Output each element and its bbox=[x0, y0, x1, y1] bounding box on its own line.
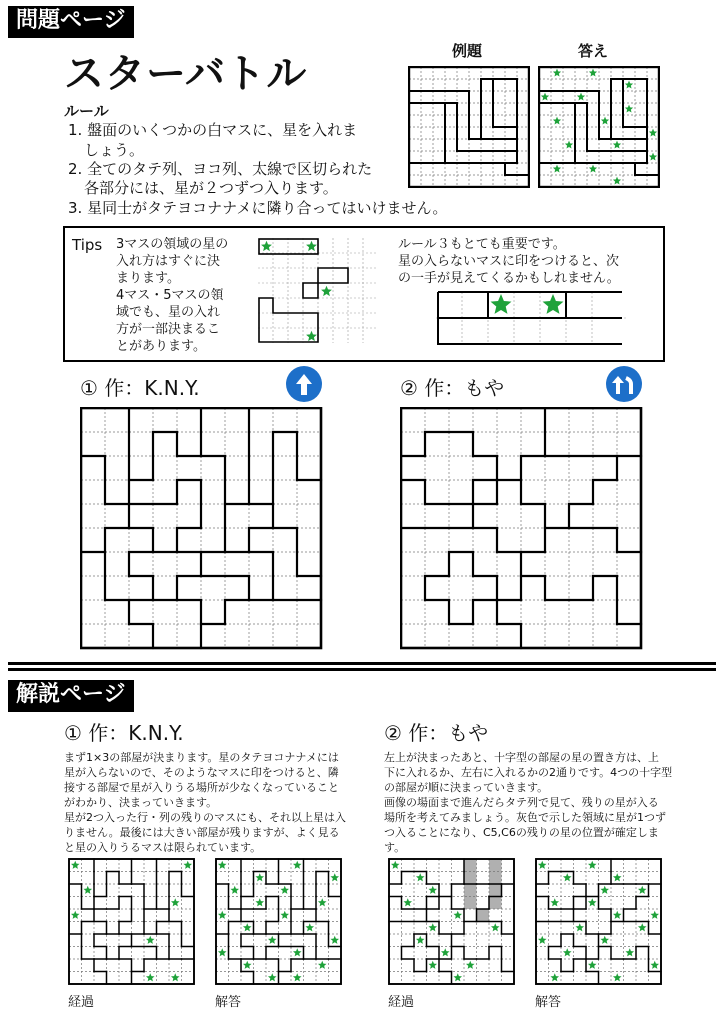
star bbox=[453, 973, 462, 981]
gray-cell bbox=[489, 859, 502, 872]
puzzle-2-grid[interactable] bbox=[400, 407, 644, 651]
star bbox=[613, 177, 621, 185]
star bbox=[243, 923, 252, 931]
star bbox=[649, 129, 657, 137]
star bbox=[650, 911, 659, 919]
star bbox=[563, 948, 572, 956]
example-puzzle bbox=[408, 66, 530, 188]
star bbox=[428, 923, 437, 931]
gray-cell bbox=[464, 884, 477, 897]
solution-tag: 解説ページ bbox=[8, 680, 134, 712]
star bbox=[261, 241, 272, 251]
star bbox=[613, 973, 622, 981]
star bbox=[466, 961, 475, 969]
star bbox=[453, 911, 462, 919]
gray-cell bbox=[464, 859, 477, 872]
star bbox=[171, 898, 180, 906]
divider-bottom bbox=[8, 668, 716, 671]
gray-cell bbox=[489, 872, 502, 885]
region-border bbox=[438, 292, 622, 318]
star bbox=[565, 141, 573, 149]
star bbox=[330, 936, 339, 944]
star bbox=[293, 973, 302, 981]
star bbox=[600, 936, 609, 944]
rule-1b: しょう。 bbox=[84, 141, 145, 159]
star bbox=[589, 69, 597, 77]
star bbox=[330, 873, 339, 881]
puzzle-1-label: ① 作：K.N.Y. bbox=[80, 376, 200, 400]
star bbox=[625, 105, 633, 113]
star bbox=[293, 948, 302, 956]
solution-2-label: ② 作：もや bbox=[384, 721, 489, 745]
star bbox=[649, 153, 657, 161]
gray-cell bbox=[464, 897, 477, 910]
answer-label: 答え bbox=[578, 42, 609, 60]
star bbox=[491, 923, 500, 931]
star bbox=[543, 294, 564, 314]
star bbox=[553, 69, 561, 77]
star bbox=[441, 948, 450, 956]
rule-3: 3. 星同士がタテヨコナナメに隣り合ってはいけません。 bbox=[68, 199, 448, 217]
star bbox=[268, 936, 277, 944]
star bbox=[391, 861, 400, 869]
star bbox=[588, 898, 597, 906]
straight-arrow-icon bbox=[286, 366, 322, 402]
tips-right-text: ルール３もとても重要です。 星の入らないマスに印をつけると、次 の一手が見えてくるかもしれません。 bbox=[398, 237, 620, 286]
star bbox=[550, 898, 559, 906]
star bbox=[218, 948, 227, 956]
star bbox=[403, 898, 412, 906]
star bbox=[613, 873, 622, 881]
star bbox=[305, 923, 314, 931]
gray-cell bbox=[489, 897, 502, 910]
star bbox=[255, 873, 264, 881]
star bbox=[541, 93, 549, 101]
star bbox=[171, 973, 180, 981]
rule-1a: 1. 盤面のいくつかの白マスに、星を入れま bbox=[68, 121, 358, 139]
star bbox=[318, 961, 327, 969]
star bbox=[428, 886, 437, 894]
star bbox=[650, 961, 659, 969]
star bbox=[321, 286, 332, 296]
tips-left-text: 3マスの領域の星の 入れ方はすぐに決 まります。 4マス・5マスの領 域でも、星の入れ 方が一部決まるこ とがあります。 bbox=[116, 237, 229, 354]
star bbox=[280, 886, 289, 894]
rule-2a: 2. 全てのタテ列、ヨコ列、太線で区切られた bbox=[68, 160, 373, 178]
rule-2b: 各部分には、星が２つずつ入ります。 bbox=[84, 179, 338, 197]
star bbox=[553, 117, 561, 125]
star bbox=[625, 81, 633, 89]
star bbox=[146, 973, 155, 981]
star bbox=[71, 911, 80, 919]
solution-1-text: まず1×3の部屋が決まります。星のタテヨコナナメには 星が入らないので、そのようなマスに印をつけると、隣 接する部屋で星が入りうる場所が少なくなっていること がわかり、決まっていきます。 星が2つ入った行・列の残りのマスにも、それ以上星は入 りません。最後には大きい部屋が残りますが、よく見る と星の入りうるマスは限られています。 bbox=[64, 751, 346, 854]
star bbox=[638, 923, 647, 931]
star bbox=[491, 294, 512, 314]
star bbox=[601, 117, 609, 125]
star bbox=[538, 936, 547, 944]
example-label: 例題 bbox=[452, 42, 483, 60]
star bbox=[600, 886, 609, 894]
solution-2-progress bbox=[388, 858, 516, 986]
solution-2-answer-caption: 解答 bbox=[535, 995, 562, 1010]
page-tag: 問題ページ bbox=[8, 6, 134, 38]
solution-1-progress bbox=[68, 858, 196, 986]
star bbox=[83, 886, 92, 894]
star bbox=[318, 898, 327, 906]
rules-heading: ルール bbox=[64, 102, 109, 120]
gray-cell bbox=[464, 872, 477, 885]
star bbox=[575, 923, 584, 931]
star bbox=[293, 861, 302, 869]
star bbox=[588, 961, 597, 969]
star bbox=[428, 961, 437, 969]
star bbox=[230, 886, 239, 894]
solution-1-label: ① 作：K.N.Y. bbox=[64, 721, 184, 745]
star bbox=[146, 936, 155, 944]
solution-1-answer-caption: 解答 bbox=[215, 995, 242, 1010]
example-answer bbox=[538, 66, 660, 188]
star bbox=[255, 898, 264, 906]
page-title: スターバトル bbox=[64, 51, 308, 97]
branch-arrow-icon bbox=[606, 366, 642, 402]
star bbox=[218, 861, 227, 869]
star bbox=[625, 948, 634, 956]
star bbox=[218, 911, 227, 919]
gray-cell bbox=[489, 884, 502, 897]
star bbox=[589, 165, 597, 173]
solution-2-text: 左上が決まったあと、十字型の部屋の星の置き方は、上 下に入れるか、左右に入れるかの2通りです。4つの十字型 の部屋が順に決まっていきます。 画像の場面まで進んだらタテ列で見て、残りの星が入る 場所を考えてみましょう。灰色で示した領域に星が1つず つ入ることになり、C5,C6の残りの星の位置が確定しま す。 bbox=[384, 751, 673, 854]
star bbox=[243, 961, 252, 969]
puzzle-1-grid[interactable] bbox=[80, 407, 324, 651]
star bbox=[268, 973, 277, 981]
star bbox=[613, 911, 622, 919]
star bbox=[563, 873, 572, 881]
solution-2-answer bbox=[535, 858, 663, 986]
tips-left-diagram bbox=[258, 238, 382, 348]
solution-1-answer bbox=[215, 858, 343, 986]
puzzle-2-label: ② 作：もや bbox=[400, 376, 505, 400]
solution-1-progress-caption: 経過 bbox=[68, 995, 95, 1010]
star bbox=[280, 911, 289, 919]
star bbox=[553, 165, 561, 173]
star bbox=[550, 973, 559, 981]
star bbox=[638, 886, 647, 894]
star bbox=[306, 241, 317, 251]
gray-cell bbox=[477, 909, 490, 922]
star bbox=[306, 331, 317, 341]
star bbox=[588, 861, 597, 869]
divider-top bbox=[8, 662, 716, 665]
star bbox=[71, 861, 80, 869]
tips-label: Tips bbox=[72, 236, 103, 254]
star bbox=[183, 861, 192, 869]
star bbox=[613, 141, 621, 149]
star bbox=[538, 861, 547, 869]
star bbox=[416, 936, 425, 944]
star bbox=[577, 93, 585, 101]
solution-2-progress-caption: 経過 bbox=[388, 995, 415, 1010]
tips-right-diagram bbox=[436, 290, 626, 346]
star bbox=[416, 873, 425, 881]
